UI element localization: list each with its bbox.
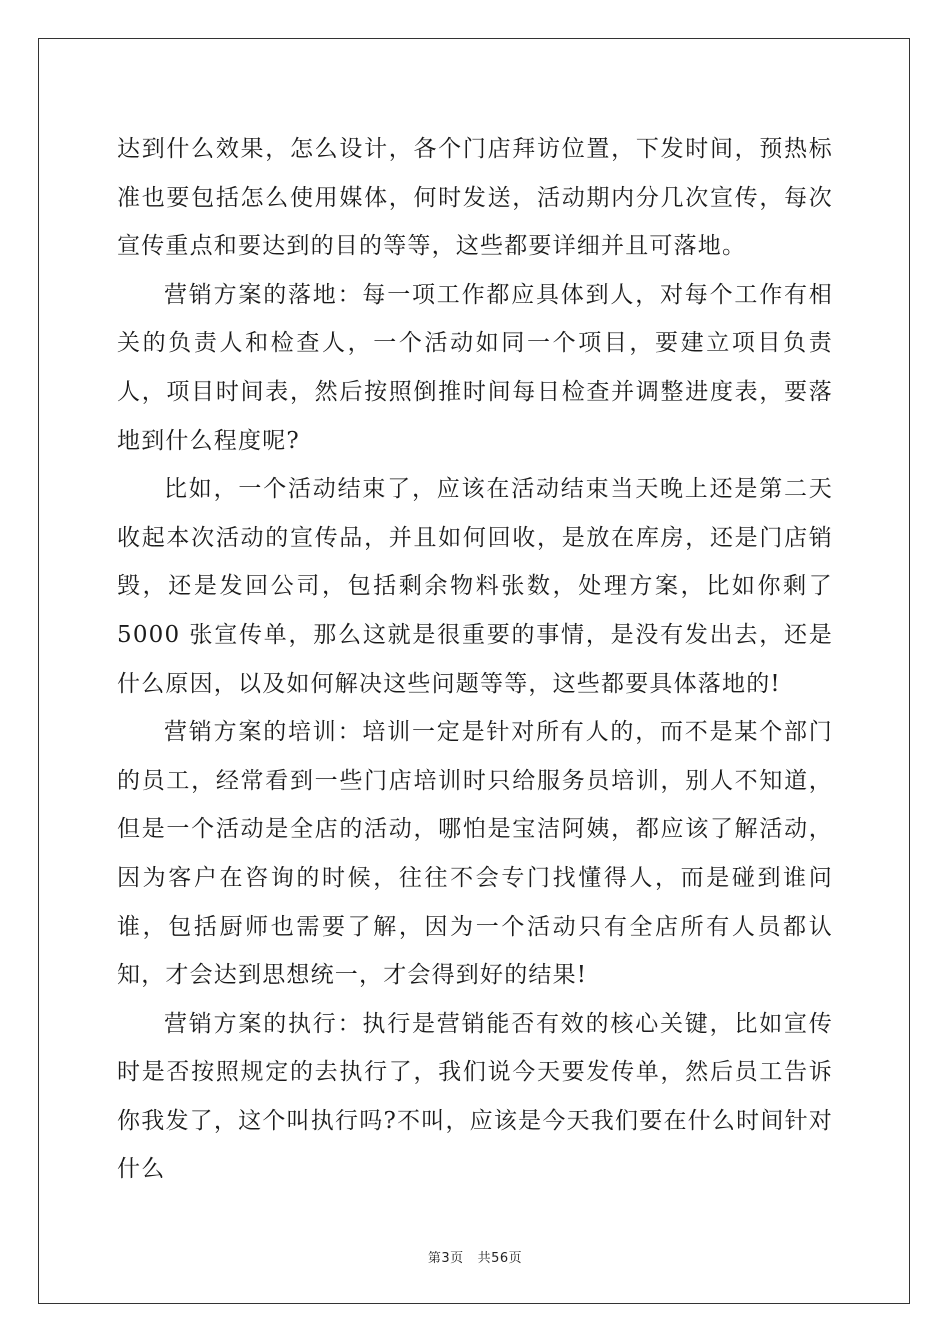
page-total: 共56页 [477, 1251, 523, 1266]
paragraph-4: 营销方案的培训：培训一定是针对所有人的，而不是某个部门的员工，经常看到一些门店培训时只给服务员培训，别人不知道，但是一个活动是全店的活动，哪怕是宝洁阿姨，都应该了解活动，因为客户在咨询的时候，往往不会专门找懂得人，而是碰到谁问谁，包括厨师也需要了解，因为一个活动只有全店所有人员都认知，才会达到思想统一，才会得到好的结果! [117, 719, 833, 989]
paragraph-2: 营销方案的落地：每一项工作都应具体到人，对每个工作有相关的负责人和检查人，一个活动如同一个项目，要建立项目负责人，项目时间表，然后按照倒推时间每日检查并调整进度表，要落地到什么程度呢? [117, 281, 833, 454]
paragraph-5: 营销方案的执行：执行是营销能否有效的核心关键，比如宣传时是否按照规定的去执行了，我们说今天要发传单，然后员工告诉你我发了，这个叫执行吗?不叫，应该是今天我们要在什么时间针对什么 [117, 1010, 833, 1183]
page-number: 第3页 [427, 1251, 464, 1266]
document-body [117, 125, 833, 1194]
paragraph-1: 达到什么效果，怎么设计，各个门店拜访位置，下发时间，预热标准也要包括怎么使用媒体，何时发送，活动期内分几次宣传，每次宣传重点和要达到的目的等等，这些都要详细并且可落地。 [117, 136, 833, 260]
paragraph-3: 比如，一个活动结束了，应该在活动结束当天晚上还是第二天收起本次活动的宣传品，并且如何回收，是放在库房，还是门店销毁，还是发回公司，包括剩余物料张数，处理方案，比如你剩了 5000 张宣传单，那么这就是很重要的事情，是没有发出去，还是什么原因，以及如何解决这些问题等等，这些都要具体落地的! [117, 476, 833, 697]
page-footer [0, 1247, 950, 1266]
